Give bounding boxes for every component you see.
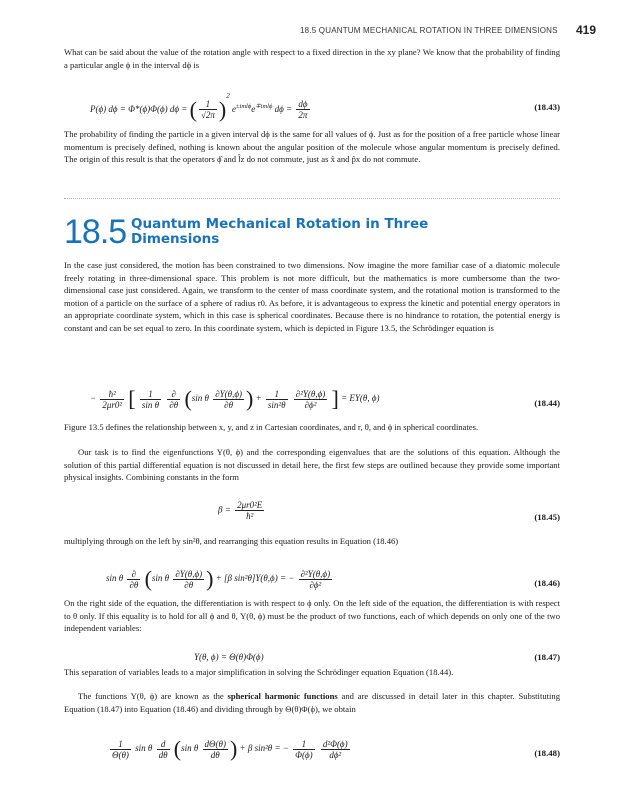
eq-d-dtheta: $\frac{d}{d\theta}$: [158, 738, 168, 760]
eq-beta: β =: [218, 504, 231, 515]
eq-exp2: e: [251, 104, 256, 114]
eq-hbar-fraction: $\frac{\text{ħ²}}{\text{2μr0²}}$: [102, 388, 123, 410]
eq-rhs: = EY(θ, ϕ): [341, 393, 380, 404]
key-term: spherical harmonic functions: [227, 691, 338, 701]
paragraph-multiplying: multiplying through on the left by sin²θ, and rearranging this equation results in Equation (18.46): [64, 536, 399, 546]
equation-18-45: [64, 500, 560, 534]
eq-dY-dtheta: $\frac{\partial Y(\theta,\phi)}{\partial\theta}$: [175, 568, 203, 590]
eq-sin-b: sin θ: [151, 573, 170, 584]
eq-product: Y(θ, ϕ) = Θ(θ)Φ(ϕ): [194, 652, 264, 662]
equation-number: (18.46): [534, 578, 560, 588]
eq-sin: sin θ: [191, 393, 209, 404]
eq-sin-a: sin θ: [106, 573, 124, 584]
paragraph-eigenfunctions: Our task is to find the eigenfunctions Y(θ, ϕ) and the corresponding eigenvalues that are the solutions of this equation. Although the solution of this partial differential equation is not discussed in detail here, the first few steps are outlined because they provide some important physical insights. Combining constants in the form: [64, 447, 560, 482]
eq-minus: −: [90, 393, 97, 404]
para-text-a: The functions Y(θ, ϕ) are known as the: [78, 691, 228, 701]
eq-power: 2: [226, 92, 230, 100]
eq-one-over-sin2: $\frac{1}{\text{sin²θ}}$: [267, 388, 286, 410]
eq-partial-theta: $\frac{\partial}{\partial\theta}$: [129, 568, 139, 590]
eq-d2Phi-dphi2: $\frac{\text{d²Φ(ϕ)}}{\text{dϕ²}}$: [322, 738, 348, 760]
equation-number: (18.48): [534, 748, 560, 758]
eq-one-over-theta: $\frac{1}{\Theta(\theta)}$: [112, 738, 129, 760]
section-divider: [64, 198, 560, 199]
eq-d2Y-dphi2: $\frac{\text{∂²Y(θ,ϕ)}}{\text{∂ϕ²}}$: [295, 388, 326, 410]
paragraph-separation: On the right side of the equation, the differentiation is with respect to ϕ only. On the left side of the equation, the differentiation is with respect to θ only. If this equality is to hold for all ϕ and θ, Y(θ, ϕ) must be the product of two functions, each of which depends on only one of the two independent variables:: [64, 598, 560, 633]
paragraph-figure-ref: Figure 13.5 defines the relationship between x, y, and z in Cartesian coordinates, and r, θ, and ϕ in spherical coordinates.: [64, 422, 479, 432]
equation-18-47: [64, 652, 560, 666]
equation-18-48: $\frac{1}{\Theta(\theta)}$ sin θ $\frac{d}{d\theta}$ (sin θ $\frac{d\Theta(\theta)}{d\theta}$ ) + β sin²θ = − $\frac{1}{\Phi(\phi)}$ $\frac{\text{d²Φ(ϕ)}}{\text{dϕ²}}$ (18.48): [112, 736, 560, 761]
eq-dTheta-dtheta: $\frac{d\Theta(\theta)}{d\theta}$: [204, 738, 226, 760]
paragraph-simplification: This separation of variables leads to a major simplification in solving the Schrödinger equation Equation (18.44).: [64, 667, 454, 677]
eq-sin-b: sin θ: [181, 743, 199, 754]
eq-d2Y-dphi2: $\frac{\text{∂²Y(θ,ϕ)}}{\text{∂ϕ²}}$: [300, 568, 331, 590]
equation-18-43: P(ϕ) dϕ = Φ*(ϕ)Φ(ϕ) dϕ = ( $\frac{1}{√2\pi}$ )$^2$ $e^{\pm iml\phi}e^{\mp iml\phi}$ dϕ = $\frac{d\phi}{2\pi}$ (18.43): [90, 92, 560, 122]
equation-number: (18.43): [534, 102, 560, 112]
paragraph-probability: The probability of finding the particle in a given interval dϕ is the same for all values of ϕ. Just as for the position of a free particle whose linear momentum is precisely defined, nothing is known about the angular position of the molecule whose angular momentum is precisely defined. The origin of this result is that the operators ϕ̂ and l̂z do not commute, just as x̂ and p̂x do not commute.: [64, 129, 560, 164]
running-header: 18.5 QUANTUM MECHANICAL ROTATION IN THREE DIMENSIONS: [300, 26, 558, 35]
para-text-b: and are discussed in detail later in this chapter. Substituting Equation (18.47) into Equation (18.46) and dividing through by Θ(θ)Φ(ϕ), we obtain: [64, 691, 560, 714]
eq-mid: dϕ =: [274, 104, 293, 114]
eq-partial-theta: $\frac{\partial}{\partial\theta}$: [169, 388, 179, 410]
paragraph-3d-intro: In the case just considered, the motion has been constrained to two dimensions. Now imagine the more familiar case of a diatomic molecule freely rotating in three-dimensional space. This problem is not more difficult, but the mathematics is more cumbersome than the two-dimensional case just considered. Again, we transform to the center of mass coordinate system, and the rotational motion is transformed to the motion of a particle on the surface of a sphere of radius r0. As before, it is advantageous to express the kinetic and potential energy operators in an appropriate coordinate system, which in this case is spherical coordinates. Because there is no hindrance to rotation, the potential energy is constant and can be set equal to zero. In this coordinate system, which is depicted in Figure 13.5, the Schrödinger equation is: [64, 260, 560, 333]
equation-number: (18.47): [534, 652, 560, 662]
paragraph-intro: What can be said about the value of the rotation angle with respect to a fixed direction in the xy plane? We know that the probability of finding a particular angle ϕ in the interval dϕ is: [64, 47, 560, 70]
eq-exp-sup: ±imlϕ: [235, 103, 252, 110]
equation-number: (18.44): [534, 398, 560, 408]
eq-beta-fraction: $\frac{\text{2μr0²E}}{\text{ħ²}}$: [237, 500, 263, 521]
eq-dY-dtheta: $\frac{\partial Y(\theta,\phi)}{\partial\theta}$: [215, 388, 242, 410]
equation-number: (18.45): [534, 512, 560, 522]
section-title: Quantum Mechanical Rotation in Three Dimensions: [131, 216, 429, 247]
eq-exp-sup2: ∓imlϕ: [255, 103, 273, 110]
eq-fraction: $\frac{1}{√2\pi}$: [200, 99, 215, 121]
equation-18-44: − $\frac{\text{ħ²}}{\text{2μr0²}}$ [ $\frac{1}{\text{sin θ}}$ $\frac{\partial}{\partial\theta}$ (sin θ $\frac{\partial Y(\theta,\phi)}{\partial\theta}$ ) + $\frac{1}{\text{sin²θ}}$ $\frac{\text{∂²Y(θ,ϕ)}}{\text{∂ϕ²}}$ ] = EY(θ, ϕ) (18.44): [90, 386, 560, 411]
section-number: 18.5: [64, 213, 127, 251]
eq-mid: + β sin²θ = −: [239, 743, 289, 754]
eq-lhs: P(ϕ) dϕ = Φ*(ϕ)Φ(ϕ) dϕ =: [90, 104, 188, 114]
paragraph-spherical-harmonics: [64, 690, 560, 715]
eq-one-over-phi: $\frac{1}{\Phi(\phi)}$: [295, 738, 313, 760]
eq-right-fraction: $\frac{d\phi}{2\pi}$: [298, 99, 308, 121]
eq-one-over-sin: $\frac{1}{\text{sin θ}}$: [141, 388, 160, 410]
eq-sin-a: sin θ: [135, 743, 153, 754]
equation-18-46: sin θ $\frac{\partial}{\partial\theta}$ (sin θ $\frac{\partial Y(\theta,\phi)}{\partial\theta}$ ) + [β sin²θ]Y(θ,ϕ) = − $\frac{\text{∂²Y(θ,ϕ)}}{\text{∂ϕ²}}$ (18.46): [106, 566, 560, 591]
page-number: 419: [575, 23, 596, 37]
eq-mid: + [β sin²θ]Y(θ,ϕ) = −: [215, 573, 295, 584]
eq-exp: e: [231, 104, 236, 114]
eq-plus: +: [255, 393, 262, 404]
